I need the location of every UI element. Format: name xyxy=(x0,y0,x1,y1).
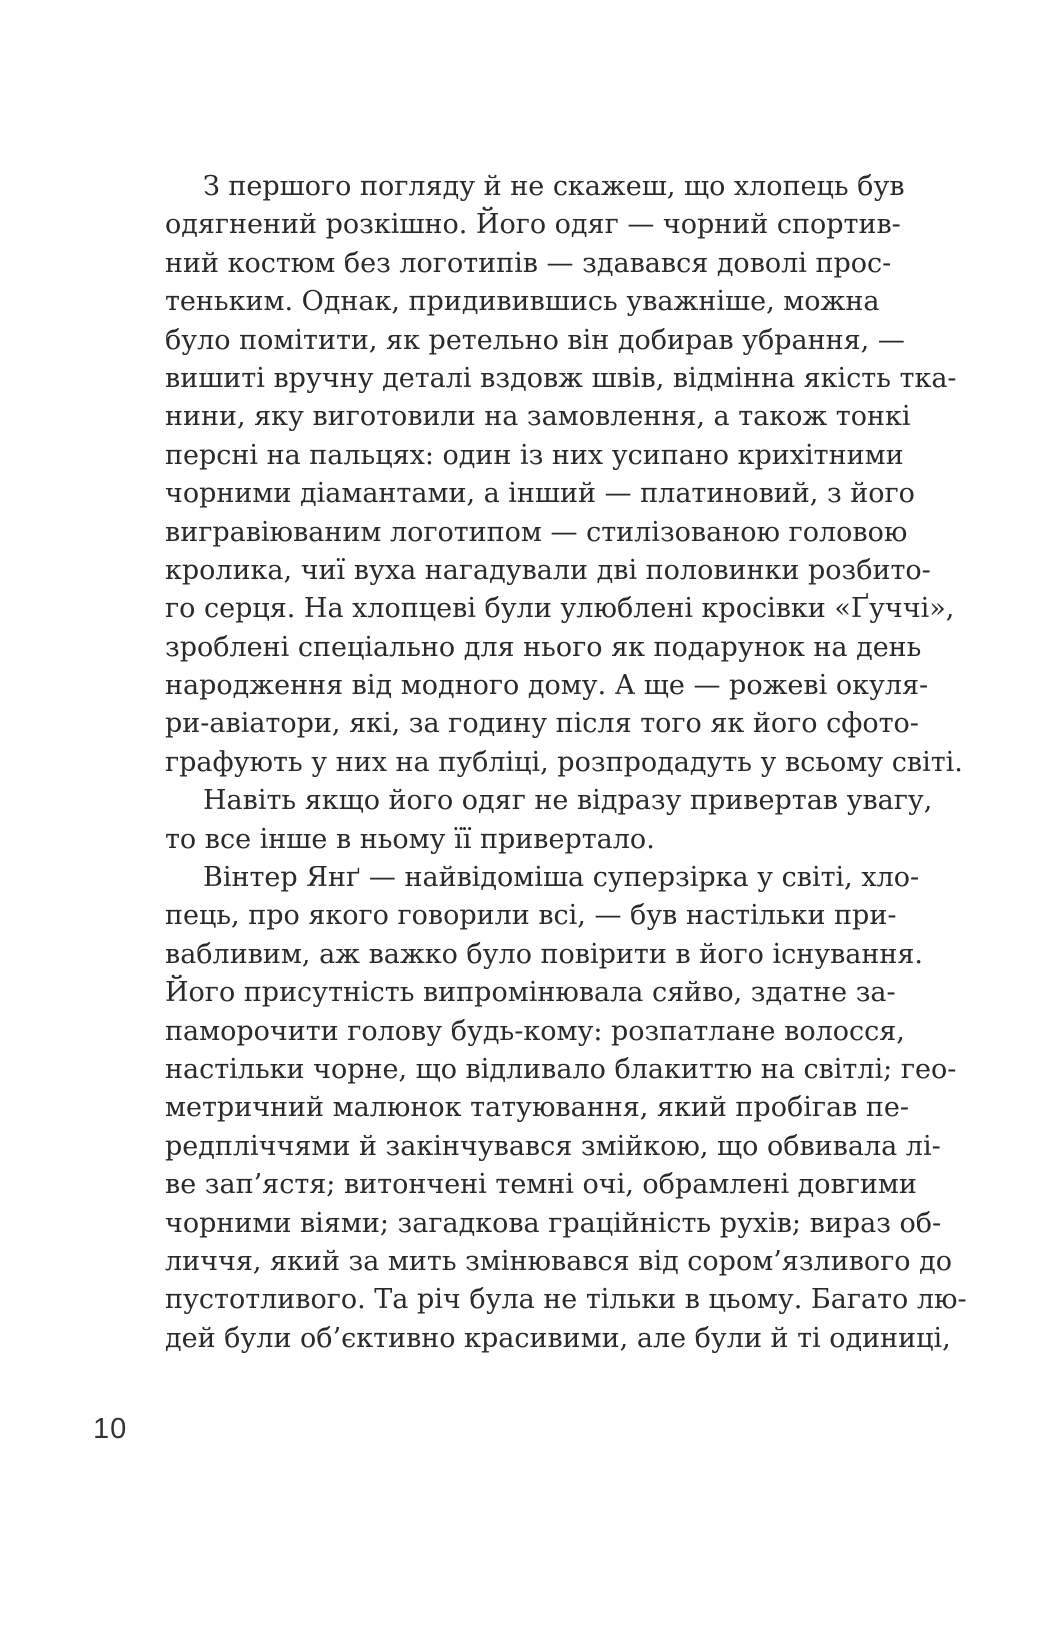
text-line: кролика, чиї вуха нагадували дві половинки розбито- xyxy=(165,554,931,586)
text-line: дей були об’єктивно красивими, але були й ті одиниці, xyxy=(165,1322,951,1354)
text-line: го серця. На хлопцеві були улюблені кросівки «Ґуччі», xyxy=(165,593,955,625)
body-text xyxy=(165,168,967,1358)
text-line: настільки чорне, що відливало блакиттю на світлі; гео- xyxy=(165,1053,957,1085)
paragraph xyxy=(165,859,967,1358)
paragraph xyxy=(165,782,933,859)
text-line: вигравіюваним логотипом — стилізованою головою xyxy=(165,516,908,548)
text-line: нини, яку виготовили на замовлення, а також тонкі xyxy=(165,401,911,433)
text-line: Вінтер Янґ — найвідоміша суперзірка у світі, хло- xyxy=(203,862,920,894)
paragraph xyxy=(165,168,963,782)
text-line: графують у них на публіці, розпродадуть у всьому світі. xyxy=(165,746,963,778)
text-line: теньким. Однак, придивившись уважніше, можна xyxy=(165,286,880,318)
text-line: вишиті вручну деталі вздовж швів, відмінна якість тка- xyxy=(165,362,957,394)
page-number: 10 xyxy=(93,1413,128,1445)
text-line: метричний малюнок татуювання, який пробігав пе- xyxy=(165,1092,909,1124)
text-line: ри-авіатори, які, за годину після того як його сфото- xyxy=(165,708,919,740)
text-line: зроблені спеціально для нього як подарунок на день xyxy=(165,631,922,663)
text-line: паморочити голову будь-кому: розпатлане волосся, xyxy=(165,1015,905,1047)
text-line: Навіть якщо його одяг не відразу привертав увагу, xyxy=(203,785,933,817)
text-line: було помітити, як ретельно він добирав убрання, — xyxy=(165,324,905,356)
text-line: то все інше в ньому її привертало. xyxy=(165,823,655,855)
text-line: одягнений розкішно. Його одяг — чорний спортив- xyxy=(165,209,901,241)
text-line: ний костюм без логотипів — здавався доволі прос- xyxy=(165,247,892,279)
text-line: редпліччями й закінчувався змійкою, що обвивала лі- xyxy=(165,1130,941,1162)
text-line: народження від модного дому. А ще — рожеві окуля- xyxy=(165,670,929,702)
text-line: вабливим, аж важко було повірити в його існування. xyxy=(165,938,924,970)
text-line: личчя, який за мить змінювався від сором’язливого до xyxy=(165,1245,953,1277)
text-line: пець, про якого говорили всі, — був настільки при- xyxy=(165,900,897,932)
text-line: чорними діамантами, а інший — платиновий, з його xyxy=(165,478,915,510)
text-line: чорними віями; загадкова грацiйність рухів; вираз об- xyxy=(165,1207,942,1239)
text-line: Його присутність випромінювала сяйво, здатне за- xyxy=(165,977,896,1009)
text-line: ве зап’ястя; витончені темні очі, обрамлені довгими xyxy=(165,1169,917,1201)
text-line: З першого погляду й не скажеш, що хлопець був xyxy=(203,171,905,202)
text-line: персні на пальцях: один із них усипано крихітними xyxy=(165,439,904,471)
text-line: пустотливого. Та річ була не тільки в цьому. Багато лю- xyxy=(165,1284,967,1316)
